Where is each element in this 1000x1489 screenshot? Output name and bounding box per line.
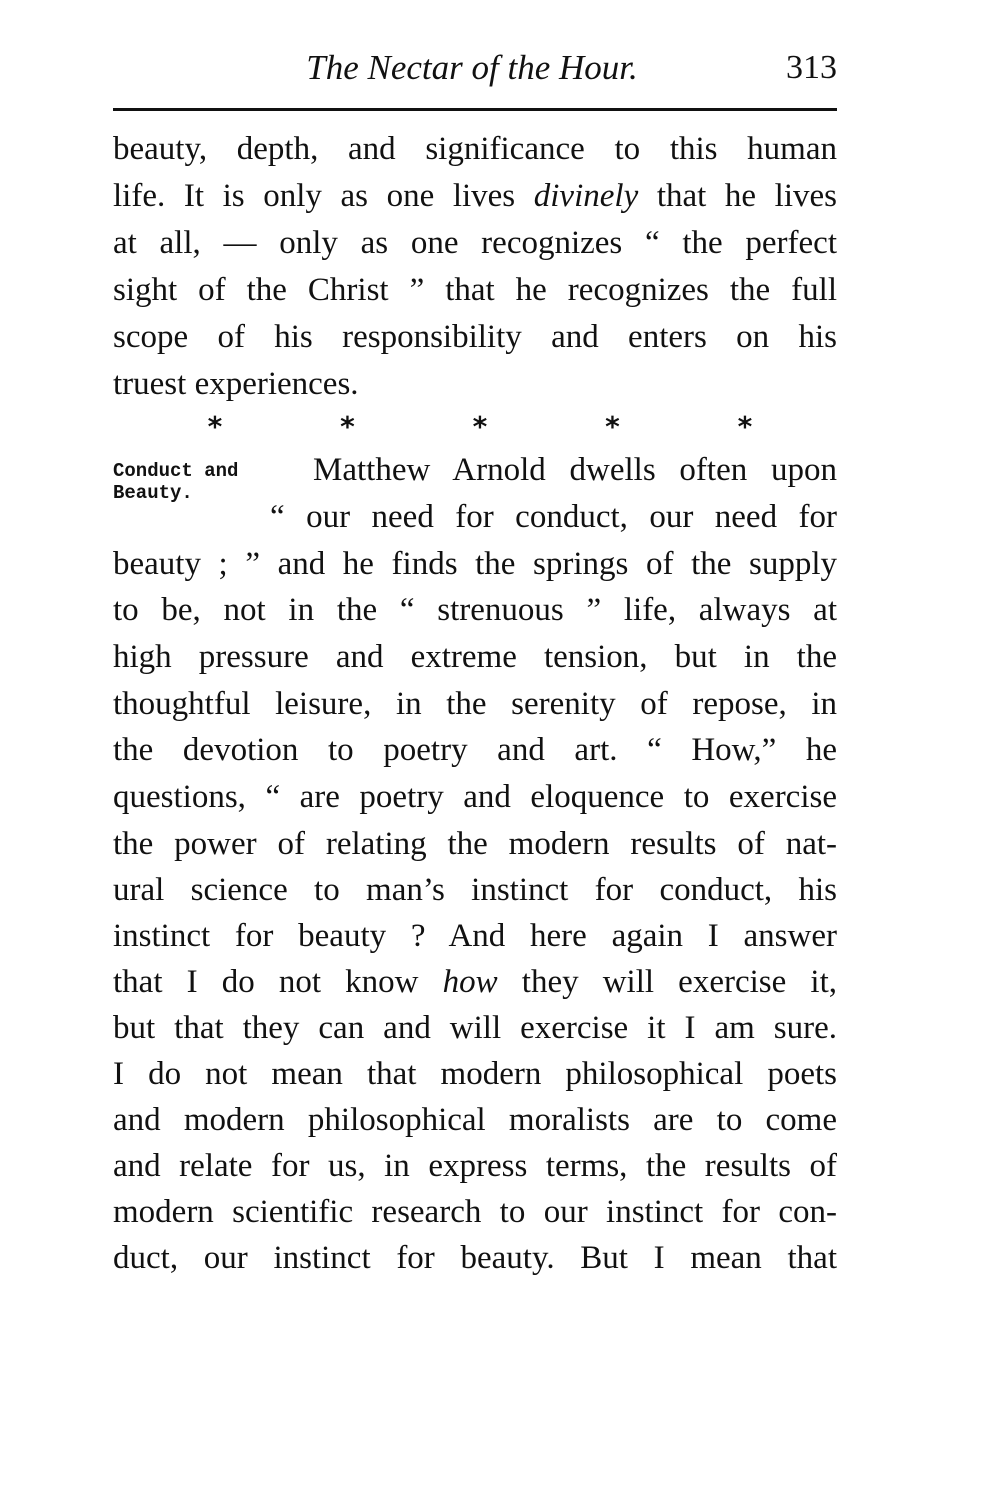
sidenote-line: Beauty. — [113, 482, 193, 504]
asterism-star: * — [340, 410, 355, 443]
text-line: instinct for beauty ? And here again I answer — [113, 918, 837, 954]
running-title: The Nectar of the Hour. — [306, 48, 638, 87]
text-line: I do not mean that modern philosophical poets — [113, 1056, 837, 1092]
asterism-star: * — [472, 410, 488, 443]
text-line: ural science to man’s instinct for conduct, his — [113, 872, 837, 908]
text-line: at all, — only as one recognizes “ the perfect — [113, 225, 837, 261]
text-line: scope of his responsibility and enters on his — [113, 319, 837, 355]
text-line: and modern philosophical moralists are to come — [113, 1102, 837, 1138]
margin-sidenote — [113, 460, 273, 504]
text-line: and relate for us, in express terms, the results of — [113, 1148, 837, 1184]
running-head — [113, 42, 837, 98]
asterism-star: * — [207, 410, 223, 443]
emphasis-text: how — [442, 964, 498, 1000]
text-line: high pressure and extreme tension, but in the — [113, 639, 837, 675]
text-line: beauty, depth, and significance to this human — [113, 131, 837, 167]
text-line: but that they can and will exercise it I am sure. — [113, 1010, 837, 1046]
asterism-star: * — [737, 410, 753, 443]
text-line: thoughtful leisure, in the serenity of repose, in — [113, 686, 837, 722]
text-span: that he lives — [638, 178, 837, 214]
text-line — [113, 960, 837, 1004]
text-line: duct, our instinct for beauty. But I mean that — [113, 1240, 837, 1276]
header-rule — [113, 108, 837, 111]
text-line: “ our need for conduct, our need for — [270, 499, 837, 535]
text-line: the devotion to poetry and art. “ How,” he — [113, 732, 837, 768]
text-line: truest experiences. — [113, 366, 359, 402]
text-span: they will exercise it, — [497, 964, 837, 1000]
text-span: life. It is only as one lives — [113, 178, 534, 214]
asterism-star: * — [605, 410, 620, 443]
text-line: the power of relating the modern results of nat- — [113, 826, 837, 862]
text-line: beauty ; ” and he finds the springs of the supply — [113, 546, 837, 582]
text-line: Matthew Arnold dwells often upon — [313, 452, 837, 488]
text-span: that I do not know — [113, 964, 443, 1000]
sidenote-line: Conduct and — [113, 460, 239, 482]
emphasis-text: divinely — [533, 178, 639, 214]
text-line: sight of the Christ ” that he recognizes the full — [113, 272, 837, 308]
text-line: to be, not in the “ strenuous ” life, always at — [113, 592, 837, 628]
section-break — [200, 412, 760, 442]
text-line: questions, “ are poetry and eloquence to exercise — [113, 779, 837, 815]
page-number: 313 — [786, 49, 837, 86]
text-line — [113, 174, 837, 218]
text-line: modern scientific research to our instinct for con- — [113, 1194, 837, 1230]
